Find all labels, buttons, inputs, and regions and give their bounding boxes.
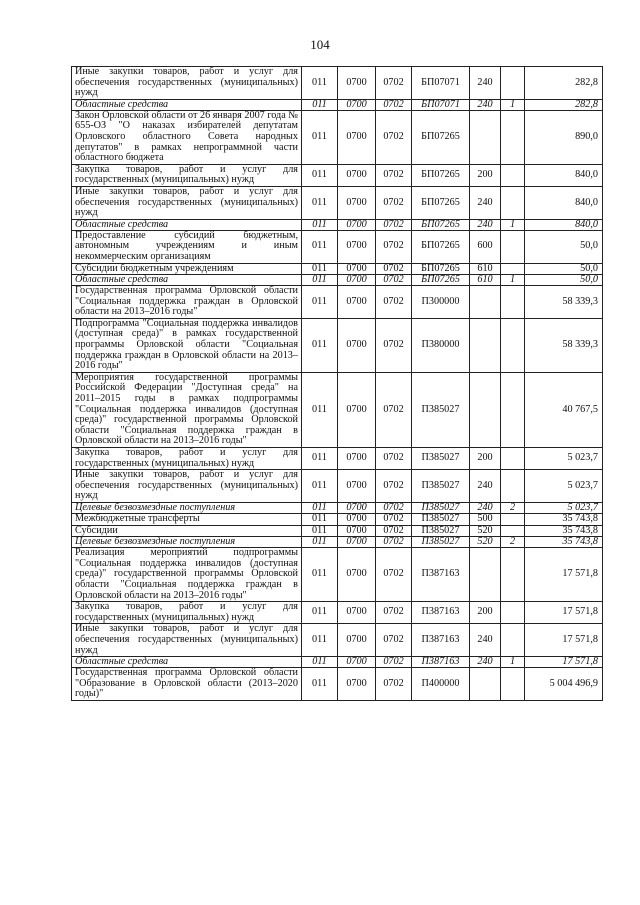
funding-source-code bbox=[501, 230, 525, 263]
expense-type-code: 600 bbox=[470, 230, 501, 263]
row-description: Областные средства bbox=[72, 275, 302, 286]
subsection-code: 0702 bbox=[376, 470, 412, 503]
funding-source-code: 2 bbox=[501, 537, 525, 548]
target-article-code: БП07265 bbox=[412, 219, 470, 230]
subsection-code: 0702 bbox=[376, 668, 412, 701]
table-row bbox=[72, 164, 603, 186]
target-article-code: БП07265 bbox=[412, 275, 470, 286]
funding-source-code bbox=[501, 164, 525, 186]
ministry-code: 011 bbox=[302, 470, 338, 503]
target-article-code: П385027 bbox=[412, 513, 470, 525]
ministry-code: 011 bbox=[302, 624, 338, 657]
ministry-code: 011 bbox=[302, 448, 338, 470]
section-code: 0700 bbox=[338, 668, 376, 701]
amount-value: 50,0 bbox=[525, 230, 603, 263]
subsection-code: 0702 bbox=[376, 67, 412, 100]
amount-value: 17 571,8 bbox=[525, 602, 603, 624]
table-row bbox=[72, 263, 603, 275]
table-row bbox=[72, 99, 603, 110]
row-description: Реализация мероприятий подпрограммы "Социальная поддержка инвалидов (доступная среда)" государственной программы Орловской области "Социальная поддержка граждан в Орловской области на 2013–2016 годы" bbox=[72, 548, 302, 602]
table-row bbox=[72, 470, 603, 503]
subsection-code: 0702 bbox=[376, 99, 412, 110]
funding-source-code bbox=[501, 513, 525, 525]
funding-source-code bbox=[501, 286, 525, 319]
target-article-code: П385027 bbox=[412, 502, 470, 513]
row-description: Межбюджетные трансферты bbox=[72, 513, 302, 525]
subsection-code: 0702 bbox=[376, 275, 412, 286]
expense-type-code bbox=[470, 110, 501, 164]
amount-value: 17 571,8 bbox=[525, 548, 603, 602]
subsection-code: 0702 bbox=[376, 537, 412, 548]
amount-value: 282,8 bbox=[525, 99, 603, 110]
target-article-code: П380000 bbox=[412, 318, 470, 372]
funding-source-code bbox=[501, 624, 525, 657]
target-article-code: П300000 bbox=[412, 286, 470, 319]
row-description: Областные средства bbox=[72, 219, 302, 230]
target-article-code: П387163 bbox=[412, 657, 470, 668]
section-code: 0700 bbox=[338, 219, 376, 230]
funding-source-code: 1 bbox=[501, 657, 525, 668]
expense-type-code bbox=[470, 372, 501, 447]
ministry-code: 011 bbox=[302, 372, 338, 447]
amount-value: 17 571,8 bbox=[525, 657, 603, 668]
funding-source-code bbox=[501, 602, 525, 624]
target-article-code: БП07265 bbox=[412, 230, 470, 263]
section-code: 0700 bbox=[338, 99, 376, 110]
target-article-code: БП07265 bbox=[412, 263, 470, 275]
target-article-code: П400000 bbox=[412, 668, 470, 701]
target-article-code: П385027 bbox=[412, 372, 470, 447]
funding-source-code bbox=[501, 525, 525, 537]
subsection-code: 0702 bbox=[376, 230, 412, 263]
amount-value: 890,0 bbox=[525, 110, 603, 164]
funding-source-code: 1 bbox=[501, 99, 525, 110]
table-row bbox=[72, 230, 603, 263]
ministry-code: 011 bbox=[302, 537, 338, 548]
target-article-code: БП07265 bbox=[412, 110, 470, 164]
ministry-code: 011 bbox=[302, 186, 338, 219]
target-article-code: П387163 bbox=[412, 602, 470, 624]
target-article-code: П385027 bbox=[412, 537, 470, 548]
ministry-code: 011 bbox=[302, 602, 338, 624]
subsection-code: 0702 bbox=[376, 448, 412, 470]
expense-type-code bbox=[470, 318, 501, 372]
funding-source-code: 1 bbox=[501, 219, 525, 230]
amount-value: 840,0 bbox=[525, 219, 603, 230]
expense-type-code: 240 bbox=[470, 657, 501, 668]
section-code: 0700 bbox=[338, 318, 376, 372]
section-code: 0700 bbox=[338, 372, 376, 447]
section-code: 0700 bbox=[338, 624, 376, 657]
table-row bbox=[72, 110, 603, 164]
funding-source-code bbox=[501, 448, 525, 470]
expense-type-code: 610 bbox=[470, 263, 501, 275]
table-row bbox=[72, 657, 603, 668]
row-description: Закупка товаров, работ и услуг для государственных (муниципальных) нужд bbox=[72, 602, 302, 624]
funding-source-code bbox=[501, 67, 525, 100]
expense-type-code: 240 bbox=[470, 624, 501, 657]
ministry-code: 011 bbox=[302, 230, 338, 263]
table-row bbox=[72, 219, 603, 230]
section-code: 0700 bbox=[338, 110, 376, 164]
subsection-code: 0702 bbox=[376, 525, 412, 537]
expense-type-code: 610 bbox=[470, 275, 501, 286]
section-code: 0700 bbox=[338, 502, 376, 513]
expense-type-code: 200 bbox=[470, 448, 501, 470]
amount-value: 35 743,8 bbox=[525, 513, 603, 525]
table-row bbox=[72, 537, 603, 548]
ministry-code: 011 bbox=[302, 110, 338, 164]
budget-table bbox=[71, 66, 603, 701]
amount-value: 5 023,7 bbox=[525, 448, 603, 470]
amount-value: 35 743,8 bbox=[525, 525, 603, 537]
table-row bbox=[72, 548, 603, 602]
table-row bbox=[72, 275, 603, 286]
funding-source-code: 1 bbox=[501, 275, 525, 286]
row-description: Иные закупки товаров, работ и услуг для обеспечения государственных (муниципальных) нужд bbox=[72, 624, 302, 657]
row-description: Областные средства bbox=[72, 657, 302, 668]
expense-type-code: 520 bbox=[470, 525, 501, 537]
funding-source-code bbox=[501, 548, 525, 602]
amount-value: 50,0 bbox=[525, 263, 603, 275]
ministry-code: 011 bbox=[302, 513, 338, 525]
ministry-code: 011 bbox=[302, 164, 338, 186]
row-description: Иные закупки товаров, работ и услуг для обеспечения государственных (муниципальных) нужд bbox=[72, 470, 302, 503]
table-row bbox=[72, 286, 603, 319]
row-description: Закупка товаров, работ и услуг для государственных (муниципальных) нужд bbox=[72, 448, 302, 470]
funding-source-code bbox=[501, 470, 525, 503]
subsection-code: 0702 bbox=[376, 372, 412, 447]
subsection-code: 0702 bbox=[376, 286, 412, 319]
row-description: Государственная программа Орловской области "Образование в Орловской области (2013–2020 годы)" bbox=[72, 668, 302, 701]
funding-source-code bbox=[501, 263, 525, 275]
funding-source-code bbox=[501, 110, 525, 164]
expense-type-code: 200 bbox=[470, 602, 501, 624]
section-code: 0700 bbox=[338, 470, 376, 503]
subsection-code: 0702 bbox=[376, 657, 412, 668]
table-row bbox=[72, 624, 603, 657]
subsection-code: 0702 bbox=[376, 548, 412, 602]
expense-type-code: 240 bbox=[470, 470, 501, 503]
section-code: 0700 bbox=[338, 263, 376, 275]
section-code: 0700 bbox=[338, 537, 376, 548]
target-article-code: БП07071 bbox=[412, 67, 470, 100]
ministry-code: 011 bbox=[302, 525, 338, 537]
target-article-code: П385027 bbox=[412, 470, 470, 503]
target-article-code: БП07265 bbox=[412, 164, 470, 186]
row-description: Целевые безвозмездные поступления bbox=[72, 502, 302, 513]
section-code: 0700 bbox=[338, 275, 376, 286]
ministry-code: 011 bbox=[302, 263, 338, 275]
ministry-code: 011 bbox=[302, 657, 338, 668]
ministry-code: 011 bbox=[302, 668, 338, 701]
ministry-code: 011 bbox=[302, 67, 338, 100]
expense-type-code bbox=[470, 548, 501, 602]
table-row bbox=[72, 318, 603, 372]
expense-type-code: 200 bbox=[470, 164, 501, 186]
section-code: 0700 bbox=[338, 67, 376, 100]
table-row bbox=[72, 602, 603, 624]
expense-type-code: 240 bbox=[470, 219, 501, 230]
table-row bbox=[72, 513, 603, 525]
expense-type-code bbox=[470, 286, 501, 319]
section-code: 0700 bbox=[338, 548, 376, 602]
amount-value: 5 023,7 bbox=[525, 470, 603, 503]
funding-source-code bbox=[501, 372, 525, 447]
row-description: Областные средства bbox=[72, 99, 302, 110]
row-description: Закон Орловской области от 26 января 2007 года № 655-ОЗ "О наказах избирателей депутатам Орловского областного Совета народных депутатов" в рамках непрограммной части областного бюджета bbox=[72, 110, 302, 164]
subsection-code: 0702 bbox=[376, 318, 412, 372]
subsection-code: 0702 bbox=[376, 186, 412, 219]
expense-type-code: 520 bbox=[470, 537, 501, 548]
funding-source-code: 2 bbox=[501, 502, 525, 513]
row-description: Иные закупки товаров, работ и услуг для обеспечения государственных (муниципальных) нужд bbox=[72, 186, 302, 219]
ministry-code: 011 bbox=[302, 275, 338, 286]
amount-value: 17 571,8 bbox=[525, 624, 603, 657]
row-description: Целевые безвозмездные поступления bbox=[72, 537, 302, 548]
ministry-code: 011 bbox=[302, 219, 338, 230]
amount-value: 5 023,7 bbox=[525, 502, 603, 513]
target-article-code: БП07071 bbox=[412, 99, 470, 110]
subsection-code: 0702 bbox=[376, 624, 412, 657]
row-description: Мероприятия государственной программы Российской Федерации "Доступная среда" на 2011–2015 годы в рамках подпрограммы "Социальная поддержка инвалидов (доступная среда)" государственной программы Орловской области "Социальная поддержка граждан в Орловской области на 2013–2016 годы" bbox=[72, 372, 302, 447]
ministry-code: 011 bbox=[302, 286, 338, 319]
section-code: 0700 bbox=[338, 525, 376, 537]
amount-value: 282,8 bbox=[525, 67, 603, 100]
expense-type-code: 240 bbox=[470, 99, 501, 110]
section-code: 0700 bbox=[338, 657, 376, 668]
target-article-code: П387163 bbox=[412, 548, 470, 602]
funding-source-code bbox=[501, 186, 525, 219]
section-code: 0700 bbox=[338, 230, 376, 263]
subsection-code: 0702 bbox=[376, 502, 412, 513]
expense-type-code bbox=[470, 668, 501, 701]
page-number: 104 bbox=[310, 37, 330, 52]
row-description: Предоставление субсидий бюджетным, автономным учреждениям и иным некоммерческим организациям bbox=[72, 230, 302, 263]
subsection-code: 0702 bbox=[376, 219, 412, 230]
ministry-code: 011 bbox=[302, 502, 338, 513]
amount-value: 35 743,8 bbox=[525, 537, 603, 548]
row-description: Закупка товаров, работ и услуг для государственных (муниципальных) нужд bbox=[72, 164, 302, 186]
table-row bbox=[72, 186, 603, 219]
row-description: Субсидии бюджетным учреждениям bbox=[72, 263, 302, 275]
funding-source-code bbox=[501, 668, 525, 701]
amount-value: 50,0 bbox=[525, 275, 603, 286]
section-code: 0700 bbox=[338, 186, 376, 219]
amount-value: 840,0 bbox=[525, 164, 603, 186]
section-code: 0700 bbox=[338, 602, 376, 624]
table-row bbox=[72, 502, 603, 513]
section-code: 0700 bbox=[338, 513, 376, 525]
funding-source-code bbox=[501, 318, 525, 372]
table-row bbox=[72, 668, 603, 701]
table-row bbox=[72, 525, 603, 537]
amount-value: 40 767,5 bbox=[525, 372, 603, 447]
ministry-code: 011 bbox=[302, 318, 338, 372]
subsection-code: 0702 bbox=[376, 263, 412, 275]
table-row bbox=[72, 372, 603, 447]
amount-value: 840,0 bbox=[525, 186, 603, 219]
target-article-code: БП07265 bbox=[412, 186, 470, 219]
expense-type-code: 240 bbox=[470, 67, 501, 100]
subsection-code: 0702 bbox=[376, 602, 412, 624]
ministry-code: 011 bbox=[302, 99, 338, 110]
subsection-code: 0702 bbox=[376, 513, 412, 525]
row-description: Подпрограмма "Социальная поддержка инвалидов (доступная среда)" в рамках государственной программы Орловской области "Социальная поддержка граждан в Орловской области на 2013–2016 годы" bbox=[72, 318, 302, 372]
section-code: 0700 bbox=[338, 448, 376, 470]
subsection-code: 0702 bbox=[376, 164, 412, 186]
amount-value: 58 339,3 bbox=[525, 318, 603, 372]
row-description: Субсидии bbox=[72, 525, 302, 537]
row-description: Иные закупки товаров, работ и услуг для обеспечения государственных (муниципальных) нужд bbox=[72, 67, 302, 100]
section-code: 0700 bbox=[338, 286, 376, 319]
section-code: 0700 bbox=[338, 164, 376, 186]
ministry-code: 011 bbox=[302, 548, 338, 602]
expense-type-code: 240 bbox=[470, 186, 501, 219]
amount-value: 58 339,3 bbox=[525, 286, 603, 319]
row-description: Государственная программа Орловской области "Социальная поддержка граждан в Орловской области на 2013–2016 годы" bbox=[72, 286, 302, 319]
target-article-code: П385027 bbox=[412, 525, 470, 537]
table-row bbox=[72, 448, 603, 470]
amount-value: 5 004 496,9 bbox=[525, 668, 603, 701]
target-article-code: П385027 bbox=[412, 448, 470, 470]
expense-type-code: 240 bbox=[470, 502, 501, 513]
subsection-code: 0702 bbox=[376, 110, 412, 164]
expense-type-code: 500 bbox=[470, 513, 501, 525]
target-article-code: П387163 bbox=[412, 624, 470, 657]
table-row bbox=[72, 67, 603, 100]
